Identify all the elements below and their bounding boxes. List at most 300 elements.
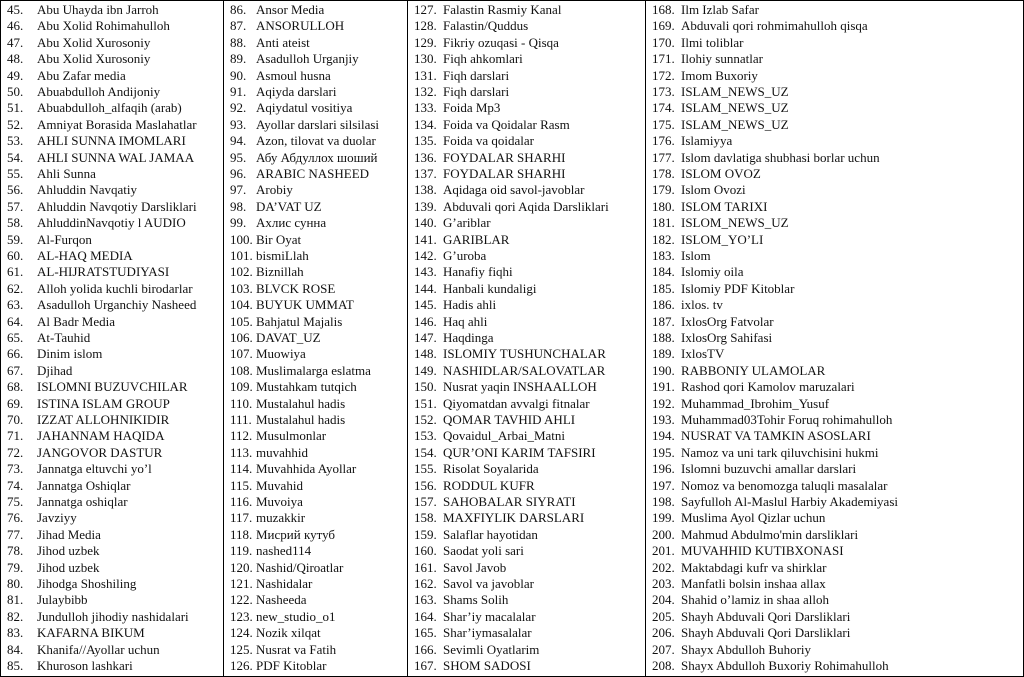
channel-name: Abuabdulloh_alfaqih (arab) <box>37 100 182 116</box>
row-number: 65. <box>7 330 24 345</box>
row-number: 157. <box>414 494 437 509</box>
table-row <box>408 510 645 526</box>
row-number: 107. <box>230 346 253 362</box>
table-row <box>646 576 1023 592</box>
table-row <box>408 592 645 608</box>
channel-name: QOMAR TAVHID AHLI <box>443 412 576 427</box>
row-number: 126. <box>230 658 253 673</box>
row-number: 183. <box>652 248 675 263</box>
channel-name: IxlosOrg Sahifasi <box>681 330 773 345</box>
row-number: 101. <box>230 248 253 263</box>
channel-name: Al Badr Media <box>37 313 115 329</box>
channel-name: ixlos. tv <box>681 297 723 313</box>
row-number: 132. <box>414 84 437 99</box>
channel-name: Muslima Ayol Qizlar uchun <box>681 510 826 526</box>
table-row <box>1 133 223 149</box>
row-number: 149. <box>414 362 437 378</box>
row-number: 133. <box>414 100 437 116</box>
channel-name: Hadis ahli <box>443 297 497 313</box>
channel-name: Musulmonlar <box>256 428 327 444</box>
channel-name: Javziyy <box>37 510 77 526</box>
row-number: 207. <box>652 641 675 657</box>
table-row <box>408 297 645 313</box>
row-number: 164. <box>414 608 437 624</box>
table-row <box>408 461 645 477</box>
table-row <box>646 642 1023 658</box>
table-row <box>1 576 223 592</box>
table-row <box>646 314 1023 330</box>
table-row <box>224 445 407 461</box>
channel-name: Falastin/Quddus <box>443 18 529 34</box>
channel-name: Ilohiy sunnatlar <box>681 51 763 67</box>
row-number: 113. <box>230 444 253 460</box>
row-number: 122. <box>230 592 253 608</box>
row-number: 188. <box>652 330 675 345</box>
table-row <box>224 2 407 18</box>
channel-name: AhluddinNavqotiy l AUDIO <box>37 215 186 231</box>
table-row <box>408 543 645 559</box>
channel-name: Namoz va uni tark qiluvchisini hukmi <box>681 444 879 460</box>
row-number: 163. <box>414 592 437 608</box>
channel-name: Mustalahul hadis <box>256 395 346 411</box>
channel-name: Muvahid <box>256 477 303 493</box>
row-number: 204. <box>652 592 675 608</box>
row-number: 103. <box>230 280 253 296</box>
row-number: 185. <box>652 280 675 296</box>
row-number: 154. <box>414 444 437 460</box>
table-row <box>1 445 223 461</box>
row-number: 121. <box>230 576 253 591</box>
channel-name: Alloh yolida kuchli birodarlar <box>37 280 193 296</box>
row-number: 158. <box>414 510 437 526</box>
table-row <box>1 35 223 51</box>
channel-name: nashed114 <box>256 543 312 559</box>
table-row <box>646 232 1023 248</box>
channel-name: Asmoul husna <box>256 67 331 83</box>
channel-name: DAVAT_UZ <box>256 330 321 345</box>
table-row <box>408 133 645 149</box>
row-number: 194. <box>652 428 675 444</box>
table-row <box>1 412 223 428</box>
table-row <box>408 232 645 248</box>
channel-name: Al-Furqon <box>37 231 92 247</box>
table-row <box>1 379 223 395</box>
channel-name: Ahluddin Navqotiy Darsliklari <box>37 198 197 214</box>
channel-name: QUR’ONI KARIM TAFSIRI <box>443 444 596 460</box>
row-number: 176. <box>652 133 675 149</box>
channel-name: Nasheeda <box>256 592 307 608</box>
channel-name: Savol va javoblar <box>443 576 534 591</box>
table-row <box>408 117 645 133</box>
row-number: 201. <box>652 543 675 559</box>
row-number: 186. <box>652 297 675 313</box>
table-row <box>1 281 223 297</box>
channel-name: Ahli Sunna <box>37 166 96 181</box>
channel-name: Muvoiya <box>256 494 303 509</box>
table-row <box>646 264 1023 280</box>
row-number: 97. <box>230 182 247 198</box>
row-number: 73. <box>7 461 24 477</box>
row-number: 156. <box>414 477 437 493</box>
table-row <box>1 527 223 543</box>
row-number: 115. <box>230 477 253 493</box>
table-column <box>1 1 224 676</box>
row-number: 151. <box>414 395 437 411</box>
channel-name: Nashid/Qiroatlar <box>256 559 344 575</box>
channel-name: muvahhid <box>256 444 308 460</box>
row-number: 165. <box>414 625 437 641</box>
row-number: 63. <box>7 297 24 313</box>
table-row <box>646 527 1023 543</box>
row-number: 144. <box>414 280 437 296</box>
table-row <box>1 396 223 412</box>
row-number: 161. <box>414 559 437 575</box>
row-number: 148. <box>414 346 437 362</box>
table-row <box>224 166 407 182</box>
channel-name: KAFARNA BIKUM <box>37 625 145 641</box>
table-row <box>646 100 1023 116</box>
table-row <box>1 363 223 379</box>
table-row <box>408 396 645 412</box>
table-row <box>224 461 407 477</box>
row-number: 72. <box>7 444 24 460</box>
row-number: 100. <box>230 231 253 247</box>
channel-name: Amniyat Borasida Maslahatlar <box>37 116 197 132</box>
table-row <box>646 609 1023 625</box>
table-row <box>646 248 1023 264</box>
row-number: 94. <box>230 133 247 149</box>
channel-name: Abu Zafar media <box>37 67 126 83</box>
row-number: 140. <box>414 215 437 231</box>
row-number: 60. <box>7 248 24 263</box>
channel-name: AHLI SUNNA IMOMLARI <box>37 133 186 149</box>
table-row <box>224 215 407 231</box>
table-column <box>408 1 646 676</box>
row-number: 99. <box>230 215 247 231</box>
channel-name: Azon, tilovat va duolar <box>256 133 376 149</box>
row-number: 196. <box>652 461 675 477</box>
table-row <box>646 396 1023 412</box>
row-number: 138. <box>414 182 437 198</box>
row-number: 84. <box>7 641 24 657</box>
table-row <box>1 117 223 133</box>
channel-name: Jannatga oshiqlar <box>37 494 128 509</box>
row-number: 200. <box>652 526 675 542</box>
table-row <box>646 84 1023 100</box>
row-number: 170. <box>652 34 675 50</box>
table-column <box>224 1 408 676</box>
row-number: 187. <box>652 313 675 329</box>
row-number: 57. <box>7 198 24 214</box>
channel-name: Qiyomatdan avvalgi fitnalar <box>443 395 590 411</box>
channel-name: BUYUK UMMAT <box>256 297 354 313</box>
channel-name: ISLOMIY TUSHUNCHALAR <box>443 346 606 362</box>
channel-name: Jihod uzbek <box>37 543 100 559</box>
row-number: 48. <box>7 51 24 67</box>
table-row <box>224 527 407 543</box>
table-row <box>646 297 1023 313</box>
channel-name: Muhammad_Ibrohim_Yusuf <box>681 395 830 411</box>
row-number: 58. <box>7 215 24 231</box>
table-row <box>1 232 223 248</box>
table-row <box>1 428 223 444</box>
row-number: 180. <box>652 198 675 214</box>
channel-name: Jihod uzbek <box>37 559 100 575</box>
table-row <box>224 609 407 625</box>
table-row <box>408 576 645 592</box>
channel-name: SAHOBALAR SIYRATI <box>443 494 576 509</box>
channel-name: Anti ateist <box>256 34 310 50</box>
table-row <box>408 264 645 280</box>
table-row <box>1 18 223 34</box>
row-number: 172. <box>652 67 675 83</box>
channel-name: ISTINA ISLAM GROUP <box>37 395 170 411</box>
row-number: 150. <box>414 379 437 395</box>
channel-name: Arobiy <box>256 182 293 198</box>
channel-name: Muhammad03Tohir Foruq rohimahulloh <box>681 412 893 427</box>
row-number: 131. <box>414 67 437 83</box>
channel-name: ISLOM OVOZ <box>681 166 761 181</box>
table-row <box>1 592 223 608</box>
row-number: 130. <box>414 51 437 67</box>
channel-name: Bir Oyat <box>256 231 302 247</box>
row-number: 89. <box>230 51 247 67</box>
row-number: 160. <box>414 543 437 559</box>
channel-name: Abu Xolid Xurosoniy <box>37 51 151 67</box>
row-number: 112. <box>230 428 253 444</box>
channel-name: Hanafiy fiqhi <box>443 264 513 280</box>
table-row <box>646 35 1023 51</box>
table-row <box>408 609 645 625</box>
row-number: 45. <box>7 2 24 17</box>
table-row <box>646 68 1023 84</box>
row-number: 184. <box>652 264 675 280</box>
channel-name: IxlosOrg Fatvolar <box>681 313 774 329</box>
table-row <box>646 461 1023 477</box>
channel-name: Abduvali qori rohmimahulloh qisqa <box>681 18 868 34</box>
table-row <box>224 428 407 444</box>
table-row <box>224 133 407 149</box>
table-row <box>1 658 223 674</box>
row-number: 191. <box>652 379 675 395</box>
row-number: 49. <box>7 67 24 83</box>
channel-name: ISLAM_NEWS_UZ <box>681 84 789 99</box>
table-row <box>408 363 645 379</box>
table-row <box>408 412 645 428</box>
channel-name: Muvahhida Ayollar <box>256 461 357 477</box>
table-row <box>1 264 223 280</box>
table-row <box>408 199 645 215</box>
row-number: 51. <box>7 100 24 116</box>
channel-name: Salaflar hayotidan <box>443 526 538 542</box>
channel-name: Nashidalar <box>256 576 313 591</box>
channel-name: Nusrat yaqin INSHAALLOH <box>443 379 597 395</box>
table-row <box>1 346 223 362</box>
channel-name: Dinim islom <box>37 346 103 362</box>
channel-name: bismiLlah <box>256 248 309 263</box>
channel-name: Asadulloh Urganjiy <box>256 51 359 67</box>
channel-name: Ilm Izlab Safar <box>681 2 759 17</box>
table-row <box>408 281 645 297</box>
row-number: 62. <box>7 280 24 296</box>
row-number: 127. <box>414 2 437 17</box>
channel-name: Ahluddin Navqatiy <box>37 182 138 198</box>
row-number: 66. <box>7 346 24 362</box>
table-row <box>646 2 1023 18</box>
row-number: 124. <box>230 625 253 641</box>
table-row <box>408 18 645 34</box>
row-number: 111. <box>230 412 252 427</box>
channel-name: NUSRAT VA TAMKIN ASOSLARI <box>681 428 871 444</box>
row-number: 195. <box>652 444 675 460</box>
channel-name: Saodat yoli sari <box>443 543 524 559</box>
channel-name: IZZAT ALLOHNIKIDIR <box>37 412 170 427</box>
channel-name: ISLOM_NEWS_UZ <box>681 215 789 231</box>
row-number: 82. <box>7 608 24 624</box>
row-number: 159. <box>414 526 437 542</box>
channel-name: Imom Buxoriy <box>681 67 758 83</box>
channel-name: Абу Абдуллох шоший <box>256 149 378 165</box>
channel-name: Ilmi toliblar <box>681 34 744 50</box>
row-number: 96. <box>230 166 247 181</box>
table-row <box>408 215 645 231</box>
row-number: 81. <box>7 592 24 608</box>
row-number: 78. <box>7 543 24 559</box>
table-row <box>646 150 1023 166</box>
row-number: 155. <box>414 461 437 477</box>
row-number: 181. <box>652 215 675 231</box>
row-number: 95. <box>230 149 247 165</box>
channel-name: Maktabdagi kufr va shirklar <box>681 559 827 575</box>
table-row <box>224 182 407 198</box>
table-row <box>646 592 1023 608</box>
channel-name: AL-HIJRATSTUDIYASI <box>37 264 170 280</box>
row-number: 86. <box>230 2 247 17</box>
row-number: 67. <box>7 362 24 378</box>
channel-name: Jihad Media <box>37 526 101 542</box>
channel-name: Sevimli Oyatlarim <box>443 641 540 657</box>
channel-name: Мисрий кутуб <box>256 526 336 542</box>
row-number: 197. <box>652 477 675 493</box>
row-number: 102. <box>230 264 253 280</box>
table-row <box>224 592 407 608</box>
table-row <box>646 182 1023 198</box>
channel-name: Shayh Abduvali Qori Darsliklari <box>681 625 851 641</box>
table-row <box>1 166 223 182</box>
row-number: 114. <box>230 461 253 477</box>
table-row <box>224 84 407 100</box>
channel-name: Islamiyya <box>681 133 733 149</box>
row-number: 134. <box>414 116 437 132</box>
row-number: 169. <box>652 18 675 34</box>
channel-name: Jannatga eltuvchi yo’l <box>37 461 152 477</box>
table-row <box>408 445 645 461</box>
row-number: 74. <box>7 477 24 493</box>
table-row <box>646 412 1023 428</box>
row-number: 153. <box>414 428 437 444</box>
channel-name: Hanbali kundaligi <box>443 280 537 296</box>
channel-name: GARIBLAR <box>443 231 510 247</box>
row-number: 190. <box>652 362 675 378</box>
channel-name: JAHANNAM HAQIDA <box>37 428 165 444</box>
table-row <box>224 363 407 379</box>
row-number: 174. <box>652 100 675 116</box>
table-row <box>224 494 407 510</box>
row-number: 108. <box>230 362 253 378</box>
table-row <box>408 248 645 264</box>
channel-name: Shahid o’lamiz in shaa alloh <box>681 592 830 608</box>
table-row <box>646 117 1023 133</box>
row-number: 83. <box>7 625 24 641</box>
row-number: 123. <box>230 608 253 624</box>
row-number: 53. <box>7 133 24 149</box>
table-row <box>646 166 1023 182</box>
channel-name: Ansor Media <box>256 2 325 17</box>
channel-name: Abu Uhayda ibn Jarroh <box>37 2 159 17</box>
channel-name: Fiqh darslari <box>443 84 510 99</box>
table-row <box>646 625 1023 641</box>
table-row <box>1 510 223 526</box>
channel-name: Jihodga Shoshiling <box>37 576 137 591</box>
row-number: 166. <box>414 641 437 657</box>
table-row <box>1 215 223 231</box>
channel-name: ISLAM_NEWS_UZ <box>681 116 789 132</box>
row-number: 182. <box>652 231 675 247</box>
channel-name: Mahmud Abdulmo'min darsliklari <box>681 526 859 542</box>
table-row <box>1 478 223 494</box>
table-row <box>646 281 1023 297</box>
table-row <box>1 314 223 330</box>
table-row <box>408 494 645 510</box>
channel-name: Falastin Rasmiy Kanal <box>443 2 562 17</box>
channel-name: Sayfulloh Al-Maslul Harbiy Akademiyasi <box>681 494 899 509</box>
table-row <box>646 494 1023 510</box>
channel-name: SHOM SADOSI <box>443 658 531 673</box>
channel-name: Ахлис сунна <box>256 215 327 231</box>
table-row <box>408 346 645 362</box>
table-row <box>646 346 1023 362</box>
channel-name: NASHIDLAR/SALOVATLAR <box>443 362 606 378</box>
channel-name: new_studio_o1 <box>256 608 336 624</box>
channel-name: MUVAHHID KUTIBXONASI <box>681 543 844 559</box>
channel-name: Abuabdulloh Andijoniy <box>37 84 161 99</box>
table-row <box>224 379 407 395</box>
table-row <box>646 658 1023 674</box>
channel-name: Asadulloh Urganchiy Nasheed <box>37 297 197 313</box>
channel-name: Shayh Abduvali Qori Darsliklari <box>681 608 851 624</box>
row-number: 177. <box>652 149 675 165</box>
table-row <box>408 658 645 674</box>
table-row <box>408 35 645 51</box>
table-row <box>224 199 407 215</box>
channel-name: Qovaidul_Arbai_Matni <box>443 428 566 444</box>
table-row <box>646 543 1023 559</box>
table-row <box>1 199 223 215</box>
table-row <box>1 461 223 477</box>
table-row <box>224 68 407 84</box>
row-number: 143. <box>414 264 437 280</box>
table-row <box>646 478 1023 494</box>
row-number: 91. <box>230 84 247 99</box>
channel-name: Shar’iy macalalar <box>443 608 536 624</box>
table-row <box>224 18 407 34</box>
channel-name: Shayx Abdulloh Buxoriy Rohimahulloh <box>681 658 889 673</box>
row-number: 119. <box>230 543 253 559</box>
table-row <box>1 150 223 166</box>
table-row <box>408 100 645 116</box>
table-row <box>408 527 645 543</box>
table-row <box>1 642 223 658</box>
